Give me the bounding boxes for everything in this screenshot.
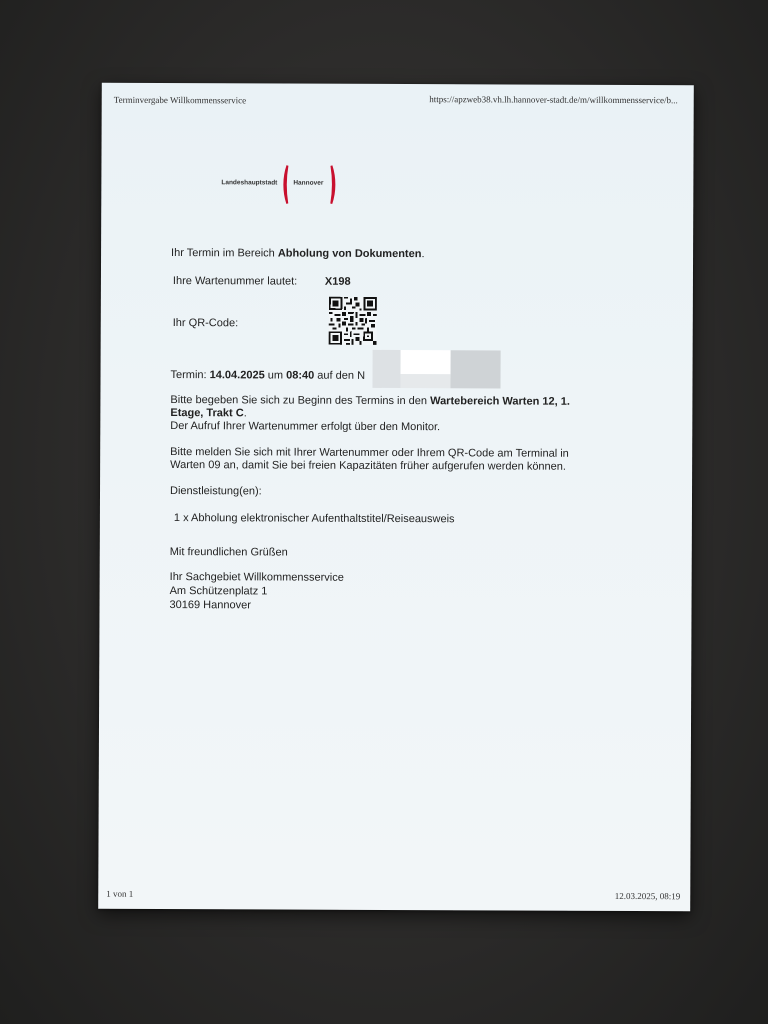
print-header-title: Terminvergabe Willkommensservice (113, 94, 247, 106)
waiting-area: Wartebereich Warten 12, 1. (430, 395, 570, 408)
redaction-block (372, 350, 400, 388)
letter-body (169, 247, 641, 612)
waiting-number-label: Ihre Wartenummer lautet: (172, 275, 298, 288)
logo-text-landeshauptstadt: Landeshauptstadt (221, 179, 278, 187)
appointment-date: 14.04.2025 (209, 369, 265, 382)
closing-greeting: Mit freundlichen Grüßen (169, 546, 288, 559)
sender-city: 30169 Hannover (169, 599, 251, 612)
waiting-number-value: X198 (324, 275, 351, 288)
instruction-line-2: Etage, Trakt C. (170, 407, 247, 420)
appointment-line: Termin: 14.04.2025 um 08:40 auf den N (170, 369, 366, 382)
appointment-area: Abholung von Dokumenten (277, 247, 422, 261)
logo-text-hannover: Hannover (293, 179, 324, 187)
services-heading: Dienstleistung(en): (169, 485, 262, 498)
sender-street: Am Schützenplatz 1 (169, 585, 268, 598)
print-header-url: https://apzweb38.vh.lh.hannover-stadt.de/m/willkommensservice/b... (429, 94, 678, 106)
qr-code-icon (329, 297, 377, 345)
printed-page (98, 83, 694, 912)
redaction-block (450, 350, 500, 388)
print-footer-page: 1 von 1 (106, 888, 134, 899)
appointment-time: 08:40 (286, 369, 315, 382)
print-footer-timestamp: 12.03.2025, 08:19 (614, 890, 681, 902)
sender-name: Ihr Sachgebiet Willkommensservice (169, 571, 344, 584)
instruction-line-1: Bitte begeben Sie sich zu Beginn des Termins in den Wartebereich Warten 12, 1. (170, 394, 570, 408)
hannover-logo (221, 163, 341, 206)
checkin-line-2: Warten 09 an, damit Sie bei freien Kapazitäten früher aufgerufen werden können. (170, 459, 567, 473)
intro-line: Ihr Termin im Bereich Abholung von Dokumenten. (171, 247, 425, 261)
checkin-line-1: Bitte melden Sie sich mit Ihrer Wartenummer oder Ihrem QR-Code am Terminal in (170, 446, 569, 460)
redaction-block (401, 350, 451, 374)
qr-code-label: Ihr QR-Code: (172, 317, 239, 330)
service-item: 1 x Abholung elektronischer Aufenthaltstitel/Reiseausweis (173, 512, 455, 526)
instruction-line-3: Der Aufruf Ihrer Wartenummer erfolgt über den Monitor. (170, 420, 441, 434)
redaction-block (400, 374, 450, 388)
